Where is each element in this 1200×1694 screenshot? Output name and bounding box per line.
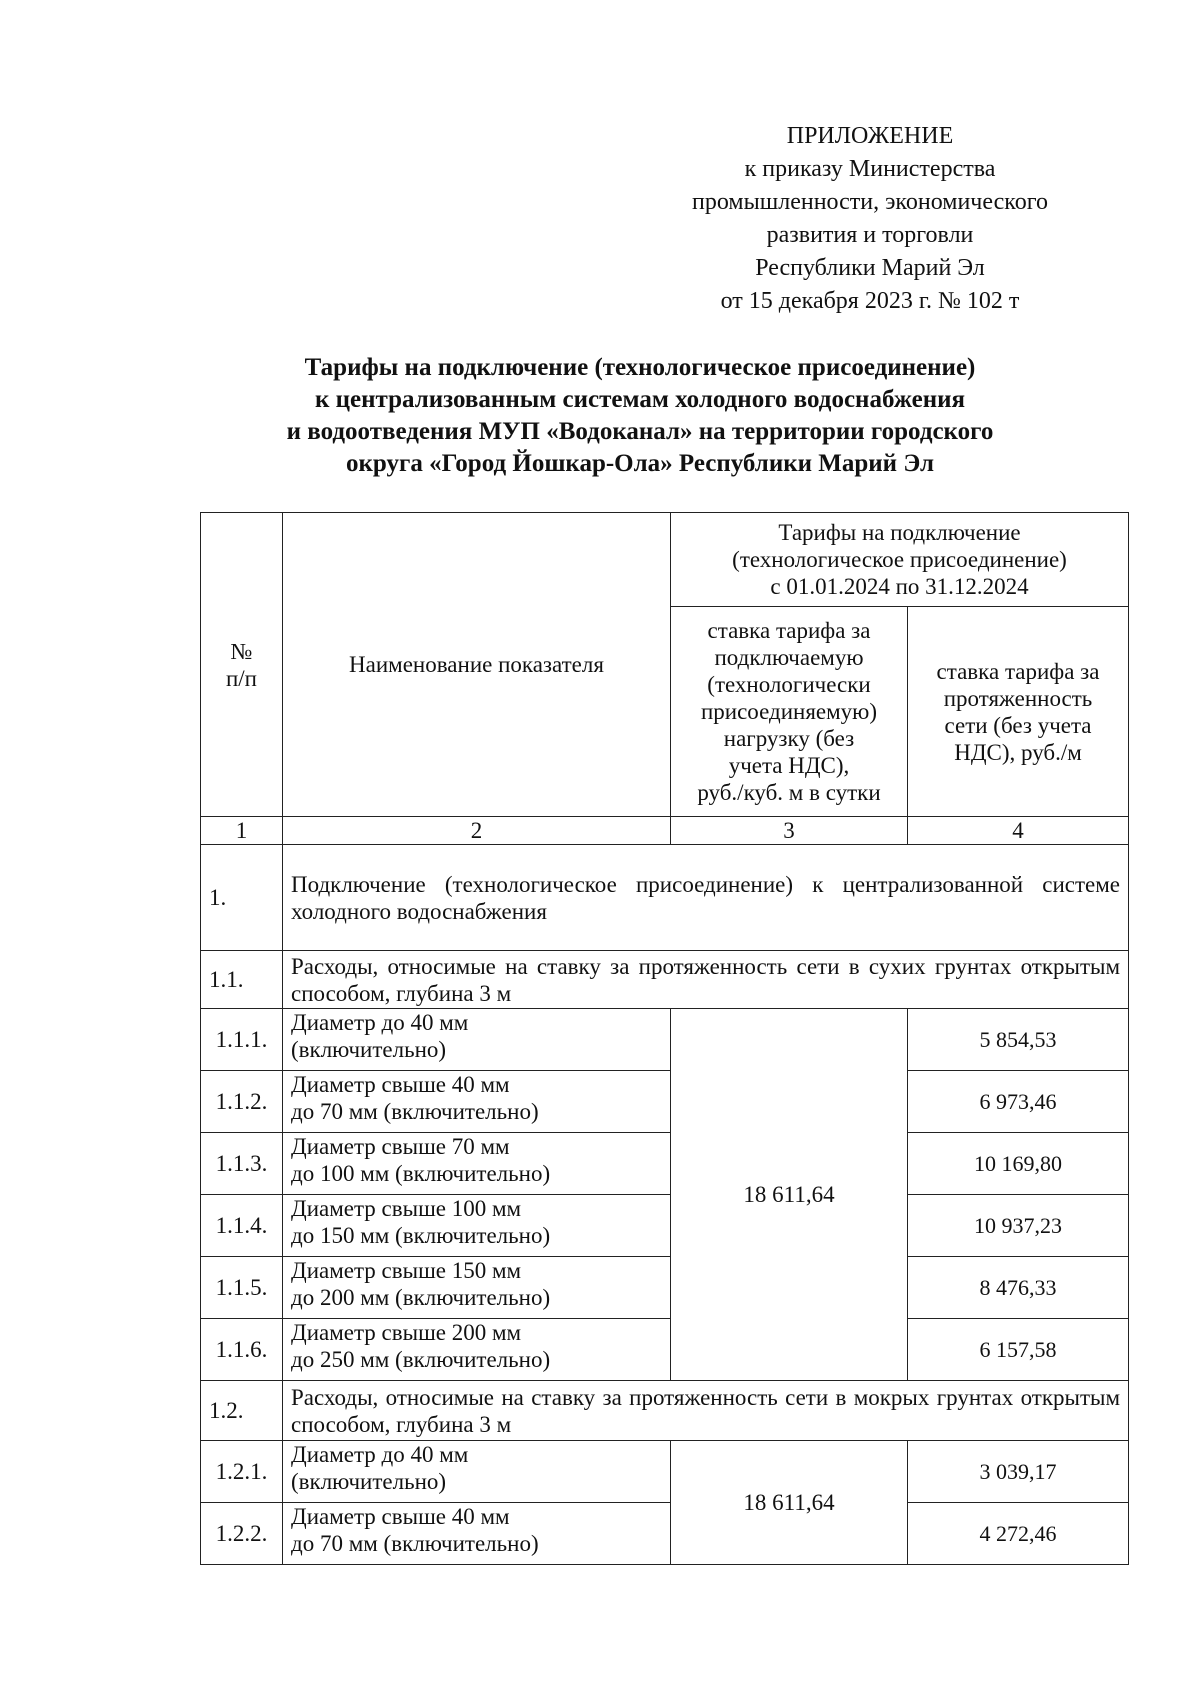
appendix-date-line: от 15 декабря 2023 г. № 102 т: [720, 288, 1020, 314]
row-num: 1.1.2.: [201, 1071, 283, 1133]
appendix-block: [640, 120, 1100, 318]
row-num: 1.1.5.: [201, 1257, 283, 1319]
row-num: 1.1.3.: [201, 1133, 283, 1195]
header-load-rate: ставка тарифа за подключаемую (технологически присоединяемую) нагрузку (без учета НДС), руб./куб. м в сутки: [671, 607, 908, 817]
load-rate-value: 18 611,64: [671, 1009, 908, 1381]
appendix-line: Республики Марий Эл: [755, 255, 985, 281]
length-rate-value: 8 476,33: [908, 1257, 1129, 1319]
tariff-table: [200, 512, 1129, 1565]
length-rate-value: 6 157,58: [908, 1319, 1129, 1381]
table-row: [201, 1257, 1129, 1319]
row-name: Диаметр свыше 70 мм до 100 мм (включительно): [283, 1133, 671, 1195]
load-rate-value: 18 611,64: [671, 1441, 908, 1565]
length-rate-value: 3 039,17: [908, 1441, 1129, 1503]
row-num: 1.2.1.: [201, 1441, 283, 1503]
table-row: [201, 1071, 1129, 1133]
column-number: 4: [908, 817, 1129, 845]
row-name: Диаметр свыше 200 мм до 250 мм (включительно): [283, 1319, 671, 1381]
table-row: [201, 1319, 1129, 1381]
title-line: к централизованным системам холодного водоснабжения: [314, 386, 966, 413]
table-row: [201, 1009, 1129, 1071]
length-rate-value: 5 854,53: [908, 1009, 1129, 1071]
length-rate-value: 10 937,23: [908, 1195, 1129, 1257]
title-line: и водоотведения МУП «Водоканал» на территории городского: [286, 418, 994, 445]
column-number: 3: [671, 817, 908, 845]
appendix-heading: ПРИЛОЖЕНИЕ: [786, 123, 954, 149]
row-num: 1.1.1.: [201, 1009, 283, 1071]
section-row: [201, 845, 1129, 951]
length-rate-value: 10 169,80: [908, 1133, 1129, 1195]
appendix-line: к приказу Министерства: [744, 156, 996, 182]
subsection-title: Расходы, относимые на ставку за протяженность сети в сухих грунтах открытым способом, глубина 3 м: [283, 951, 1129, 1009]
subsection-row: [201, 951, 1129, 1009]
row-num: 1.2.2.: [201, 1503, 283, 1565]
section-num: 1.: [201, 845, 283, 951]
appendix-line: развития и торговли: [766, 222, 974, 248]
header-num-cell: № п/п: [201, 513, 283, 817]
row-num: 1.1.6.: [201, 1319, 283, 1381]
subsection-num: 1.2.: [201, 1381, 283, 1441]
row-name: Диаметр до 40 мм (включительно): [283, 1441, 671, 1503]
subsection-num: 1.1.: [201, 951, 283, 1009]
length-rate-value: 6 973,46: [908, 1071, 1129, 1133]
length-rate-value: 4 272,46: [908, 1503, 1129, 1565]
row-name: Диаметр свыше 100 мм до 150 мм (включительно): [283, 1195, 671, 1257]
header-length-rate: ставка тарифа за протяженность сети (без учета НДС), руб./м: [908, 607, 1129, 817]
header-tariff-group: Тарифы на подключение (технологическое присоединение) с 01.01.2024 по 31.12.2024: [671, 513, 1129, 607]
table-row: [201, 1441, 1129, 1503]
header-row-top: [201, 513, 1129, 607]
title-line: округа «Город Йошкар-Ола» Республики Марий Эл: [346, 450, 934, 477]
subsection-row: [201, 1381, 1129, 1441]
column-numbers-row: [201, 817, 1129, 845]
row-name: Диаметр свыше 150 мм до 200 мм (включительно): [283, 1257, 671, 1319]
table-row: [201, 1503, 1129, 1565]
column-number: 1: [201, 817, 283, 845]
row-name: Диаметр свыше 40 мм до 70 мм (включительно): [283, 1071, 671, 1133]
document-title: [200, 352, 1080, 480]
row-name: Диаметр до 40 мм (включительно): [283, 1009, 671, 1071]
section-title: Подключение (технологическое присоединение) к централизованной системе холодного водоснабжения: [283, 845, 1129, 951]
title-line: Тарифы на подключение (технологическое присоединение): [304, 354, 976, 381]
subsection-title: Расходы, относимые на ставку за протяженность сети в мокрых грунтах открытым способом, глубина 3 м: [283, 1381, 1129, 1441]
header-name-cell: Наименование показателя: [283, 513, 671, 817]
table-row: [201, 1133, 1129, 1195]
row-num: 1.1.4.: [201, 1195, 283, 1257]
column-number: 2: [283, 817, 671, 845]
table-row: [201, 1195, 1129, 1257]
appendix-line: промышленности, экономического: [692, 189, 1048, 215]
row-name: Диаметр свыше 40 мм до 70 мм (включительно): [283, 1503, 671, 1565]
